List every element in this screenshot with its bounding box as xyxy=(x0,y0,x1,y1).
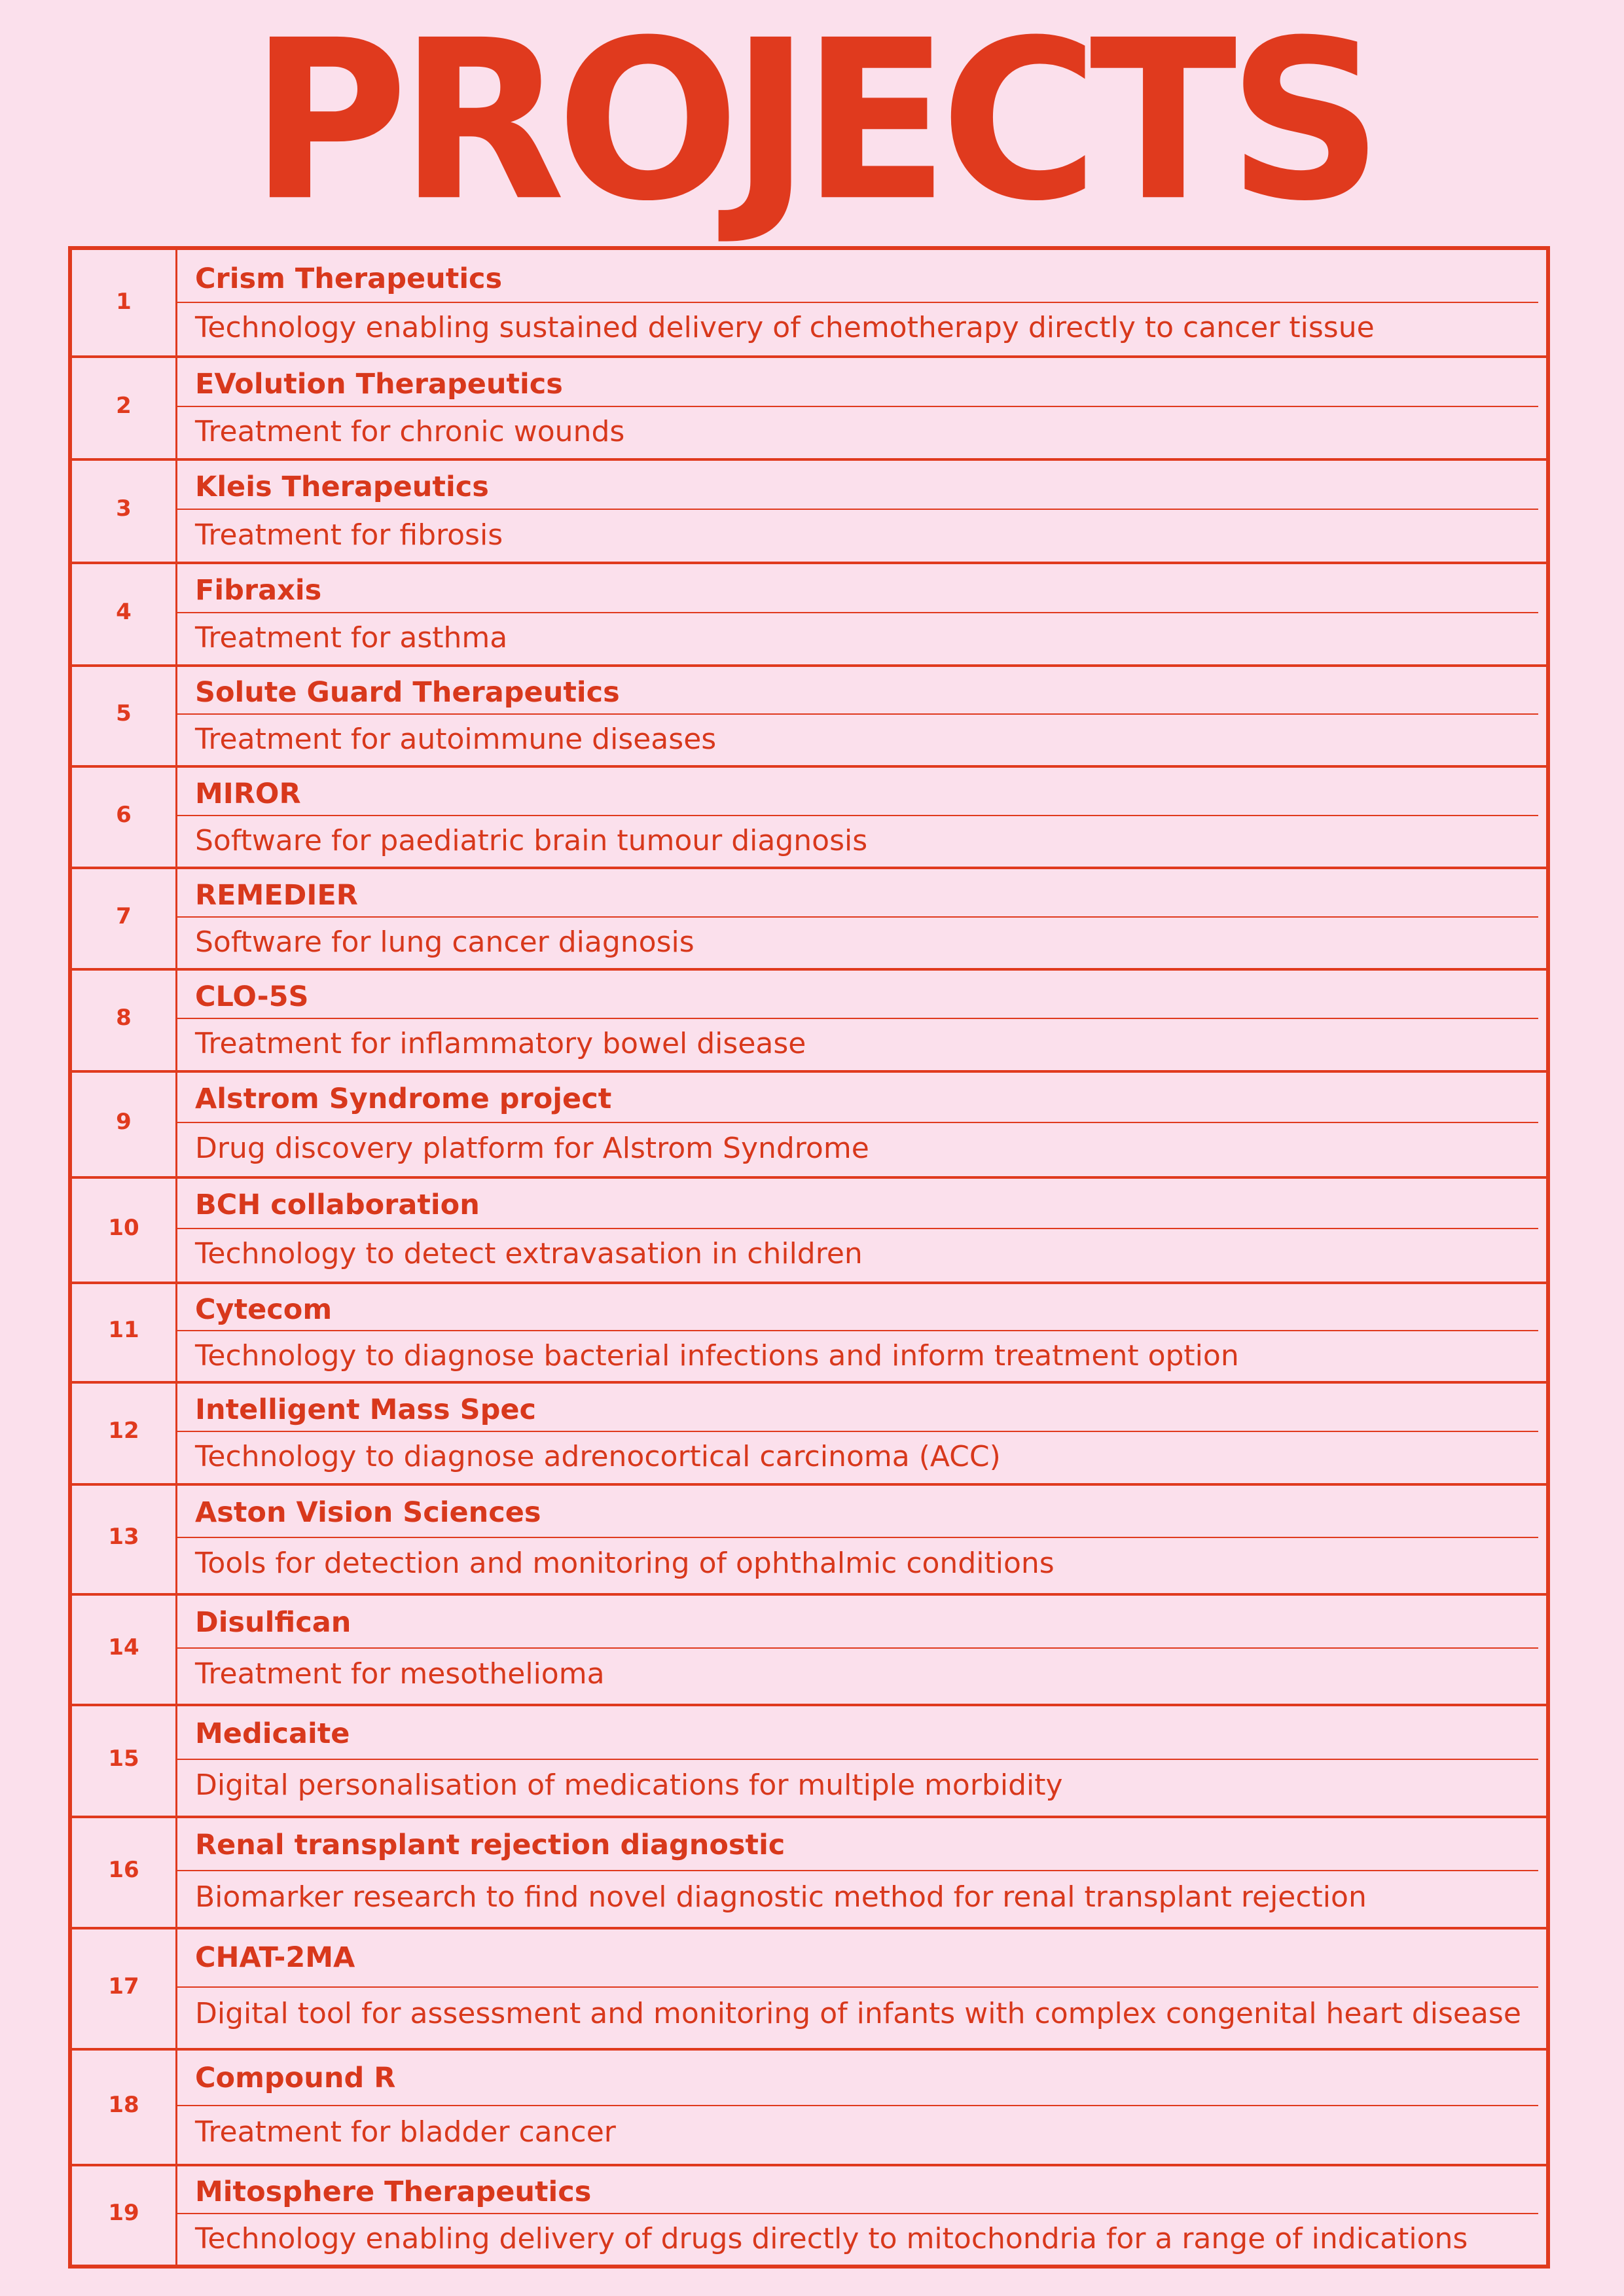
table-row xyxy=(72,968,1546,1070)
project-name: Alstrom Syndrome project xyxy=(195,1083,612,1116)
project-description: Technology to diagnose bacterial infections and inform treatment option xyxy=(195,1339,1239,1373)
project-description: Treatment for inflammatory bowel disease xyxy=(195,1027,806,1061)
row-divider xyxy=(72,2048,1546,2051)
row-inner-divider xyxy=(177,1870,1538,1871)
row-inner-divider xyxy=(177,713,1538,715)
project-name: Fibraxis xyxy=(195,573,322,607)
row-inner-divider xyxy=(177,1647,1538,1649)
projects-table xyxy=(68,246,1550,2269)
table-row xyxy=(72,2048,1546,2164)
table-row xyxy=(72,1282,1546,1381)
project-name: Aston Vision Sciences xyxy=(195,1496,541,1530)
row-inner-divider xyxy=(177,1986,1538,1988)
page-title: PROJECTS xyxy=(249,0,1375,249)
table-row xyxy=(72,664,1546,765)
project-description: Treatment for fibrosis xyxy=(195,518,503,552)
project-description: Treatment for mesothelioma xyxy=(195,1657,605,1691)
row-number: 17 xyxy=(108,1973,139,2000)
row-divider xyxy=(72,458,1546,461)
project-name: Renal transplant rejection diagnostic xyxy=(195,1829,785,1862)
row-number: 2 xyxy=(116,392,132,419)
row-inner-divider xyxy=(177,1122,1538,1123)
project-name: Solute Guard Therapeutics xyxy=(195,676,620,709)
row-divider xyxy=(72,867,1546,869)
row-divider xyxy=(72,1483,1546,1486)
row-number: 10 xyxy=(108,1214,139,1241)
row-number: 3 xyxy=(116,495,132,522)
project-description: Drug discovery platform for Alstrom Syndrome xyxy=(195,1131,869,1165)
project-name: BCH collaboration xyxy=(195,1189,480,1222)
row-number: 6 xyxy=(116,801,132,828)
row-number: 4 xyxy=(116,598,132,625)
row-number: 18 xyxy=(108,2091,139,2118)
row-divider xyxy=(72,664,1546,667)
table-row xyxy=(72,1593,1546,1704)
row-inner-divider xyxy=(177,1537,1538,1538)
row-divider xyxy=(72,1381,1546,1384)
project-description: Biomarker research to find novel diagnostic method for renal transplant rejection xyxy=(195,1880,1367,1914)
row-divider xyxy=(72,968,1546,971)
table-row xyxy=(72,1070,1546,1176)
project-name: Cytecom xyxy=(195,1293,333,1327)
row-inner-divider xyxy=(177,2105,1538,2106)
row-divider xyxy=(72,1070,1546,1073)
table-row xyxy=(72,355,1546,458)
row-number: 7 xyxy=(116,903,132,929)
table-row xyxy=(72,2164,1546,2265)
project-description: Treatment for chronic wounds xyxy=(195,415,625,449)
project-name: Mitosphere Therapeutics xyxy=(195,2176,592,2209)
project-description: Technology to diagnose adrenocortical carcinoma (ACC) xyxy=(195,1440,1001,1474)
row-inner-divider xyxy=(177,916,1538,918)
table-row xyxy=(72,250,1546,355)
row-number: 14 xyxy=(108,1634,139,1660)
row-divider xyxy=(72,1704,1546,1706)
row-number: 19 xyxy=(108,2200,139,2226)
project-name: REMEDIER xyxy=(195,878,358,912)
table-row xyxy=(72,562,1546,664)
row-inner-divider xyxy=(177,1431,1538,1432)
row-inner-divider xyxy=(177,1330,1538,1331)
row-divider xyxy=(72,1282,1546,1284)
row-divider xyxy=(72,355,1546,358)
project-description: Digital tool for assessment and monitoring of infants with complex congenital heart disease xyxy=(195,1997,1521,2031)
row-inner-divider xyxy=(177,2213,1538,2214)
project-description: Treatment for bladder cancer xyxy=(195,2115,616,2149)
project-description: Technology enabling delivery of drugs directly to mitochondria for a range of indications xyxy=(195,2222,1468,2256)
row-divider xyxy=(72,562,1546,564)
row-inner-divider xyxy=(177,406,1538,407)
row-inner-divider xyxy=(177,1018,1538,1019)
table-row xyxy=(72,1927,1546,2048)
project-description: Digital personalisation of medications for multiple morbidity xyxy=(195,1768,1063,1803)
row-inner-divider xyxy=(177,1759,1538,1760)
project-name: Intelligent Mass Spec xyxy=(195,1393,536,1426)
table-row xyxy=(72,1483,1546,1593)
project-description: Tools for detection and monitoring of ophthalmic conditions xyxy=(195,1547,1055,1581)
row-number: 9 xyxy=(116,1109,132,1135)
row-divider xyxy=(72,1593,1546,1596)
row-divider xyxy=(72,1816,1546,1818)
row-divider xyxy=(72,1927,1546,1929)
project-name: CHAT-2MA xyxy=(195,1941,355,1975)
row-number: 12 xyxy=(108,1418,139,1444)
table-row xyxy=(72,1816,1546,1927)
row-inner-divider xyxy=(177,509,1538,510)
table-row xyxy=(72,458,1546,562)
table-row xyxy=(72,1381,1546,1483)
project-description: Software for lung cancer diagnosis xyxy=(195,925,695,959)
row-number: 1 xyxy=(116,288,132,315)
table-row xyxy=(72,1176,1546,1282)
table-row xyxy=(72,1704,1546,1816)
project-name: Medicaite xyxy=(195,1717,350,1750)
row-number: 16 xyxy=(108,1857,139,1883)
row-number: 15 xyxy=(108,1745,139,1772)
project-name: EVolution Therapeutics xyxy=(195,367,563,401)
project-description: Treatment for asthma xyxy=(195,621,508,655)
project-description: Software for paediatric brain tumour diagnosis xyxy=(195,823,868,857)
project-name: Kleis Therapeutics xyxy=(195,470,489,503)
project-description: Technology enabling sustained delivery of chemotherapy directly to cancer tissue xyxy=(195,311,1375,345)
row-number: 5 xyxy=(116,700,132,726)
table-row xyxy=(72,867,1546,968)
project-name: Compound R xyxy=(195,2062,396,2095)
project-name: Crism Therapeutics xyxy=(195,262,503,296)
row-inner-divider xyxy=(177,815,1538,816)
row-divider xyxy=(72,2164,1546,2166)
project-name: CLO-5S xyxy=(195,980,309,1013)
row-inner-divider xyxy=(177,612,1538,613)
row-inner-divider xyxy=(177,1228,1538,1229)
row-inner-divider xyxy=(177,302,1538,303)
row-number: 8 xyxy=(116,1005,132,1031)
project-description: Treatment for autoimmune diseases xyxy=(195,723,717,757)
row-number: 13 xyxy=(108,1524,139,1550)
row-divider xyxy=(72,1176,1546,1179)
project-name: MIROR xyxy=(195,777,301,810)
project-name: Disulfican xyxy=(195,1606,352,1640)
row-number: 11 xyxy=(108,1317,139,1343)
table-row xyxy=(72,765,1546,867)
row-divider xyxy=(72,765,1546,768)
project-description: Technology to detect extravasation in children xyxy=(195,1237,863,1271)
